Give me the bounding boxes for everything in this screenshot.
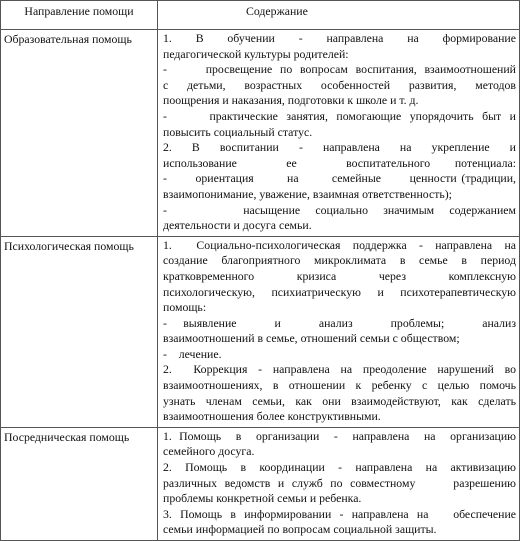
content-line: создание благоприятного микроклимата в семье в период — [163, 253, 516, 268]
content-line: 1. В обучении - направлена на формирование — [163, 31, 516, 45]
content-line: с детьми, возрастных особенностей развития, методов — [163, 77, 516, 92]
direction-cell: Посредническая помощь — [1, 427, 158, 540]
content-line: 1. Социально-психологическая поддержка - направлена на — [163, 237, 516, 252]
content-line: семейного досуга. — [163, 444, 255, 459]
content-line: психологическую, психиатрическую и психотерапевтическую — [163, 284, 516, 299]
header-direction: Направление помощи — [1, 1, 158, 30]
content-cell — [158, 30, 520, 237]
content-line: семьи информацией по вопросам социальной защиты. — [163, 522, 437, 537]
content-line: 2. Помощь в координации - направлена на активизацию — [163, 460, 516, 475]
content-line: кратковременного кризиса через комплексную — [163, 268, 516, 283]
content-line: - практические занятия, помогающие упорядочить быт и — [163, 108, 516, 123]
content-line: - лечение. — [163, 346, 222, 361]
content-line: повысить социальный статус. — [163, 124, 313, 139]
content-line: педагогической культуры родителей: — [163, 46, 349, 61]
content-line: - ориентация на семейные ценности (традиции, — [163, 171, 516, 186]
direction-cell: Психологическая помощь — [1, 236, 158, 427]
direction-cell: Образовательная помощь — [1, 30, 158, 237]
content-line: взаимоотношений в семье, отношений семьи с обществом; — [163, 331, 460, 346]
content-line: помощь: — [163, 300, 207, 315]
table-header-row — [1, 1, 520, 30]
content-line: взаимопонимание, уважение, взаимная ответственность); — [163, 186, 452, 201]
header-content: Содержание — [158, 1, 520, 30]
content-line: проблемы конкретной семьи и ребенка. — [163, 491, 362, 506]
content-line: поощрения и наказания, подготовки к школе и т. д. — [163, 93, 419, 108]
content-cell — [158, 236, 520, 427]
content-line: узнать членам семьи, как они взаимодействуют, как сделать — [163, 393, 516, 408]
content-line: 2. В воспитании - направлена на укрепление и — [163, 140, 516, 155]
content-line: 3. Помощь в информировании - направлена на обеспечение — [163, 506, 516, 521]
content-line: использование ее воспитательного потенциала: — [163, 155, 516, 170]
table-row — [1, 236, 520, 427]
content-line: различных ведомств и служб по совместному разрешению — [163, 475, 516, 490]
content-cell — [158, 427, 520, 540]
content-line: 1. Помощь в организации - направлена на организацию — [163, 428, 516, 443]
content-line: - просвещение по вопросам воспитания, взаимоотношений — [163, 62, 516, 77]
content-line: взаимоотношениях, в отношении к ребенку с целью помочь — [163, 378, 516, 393]
content-line: - выявление и анализ проблемы; анализ — [163, 315, 516, 330]
content-line: деятельности и досуга семьи. — [163, 218, 312, 233]
table-row — [1, 427, 520, 540]
content-line: 2. Коррекция - направлена на преодоление нарушений во — [163, 362, 516, 377]
content-line: - насыщение социально значимым содержанием — [163, 202, 516, 217]
content-line: взаимоотношения более конструктивными. — [163, 409, 381, 424]
table-row — [1, 30, 520, 237]
